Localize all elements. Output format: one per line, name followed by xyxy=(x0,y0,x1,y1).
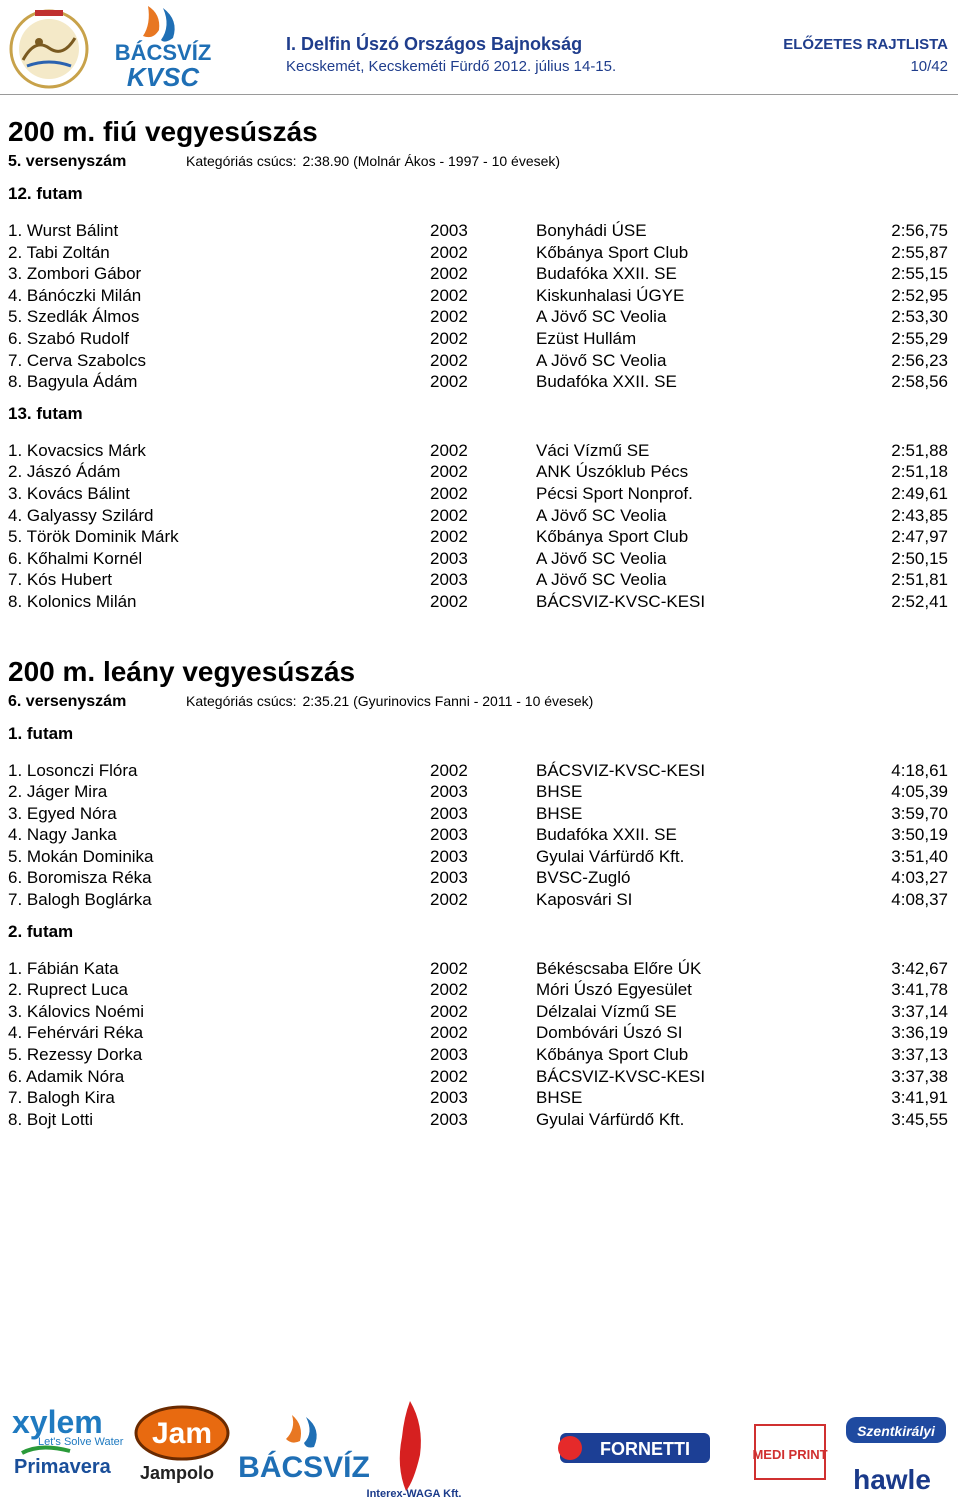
entry-time: 2:50,15 xyxy=(891,548,948,568)
club-name: BÁCSVIZ-KVSC-KESI xyxy=(536,591,706,611)
start-list xyxy=(8,114,948,1130)
svg-text:Jam: Jam xyxy=(151,1417,213,1450)
birth-year: 2002 xyxy=(430,307,468,327)
club-name: BÁCSVIZ-KVSC-KESI xyxy=(536,1066,706,1086)
document-type: ELŐZETES RAJTLISTA xyxy=(783,36,948,53)
swimmer-name: 3. Egyed Nóra xyxy=(8,803,117,823)
table-row xyxy=(8,461,948,483)
swimmer-name: 7. Kós Hubert xyxy=(8,570,112,590)
birth-year: 2003 xyxy=(430,570,468,590)
entry-time: 4:03,27 xyxy=(891,868,948,888)
swimmer-name: 7. Balogh Boglárka xyxy=(8,890,152,910)
birth-year: 2002 xyxy=(430,242,468,262)
table-row xyxy=(8,263,948,285)
club-name: Budafóka XXII. SE xyxy=(536,372,677,392)
swimmer-name: 1. Wurst Bálint xyxy=(8,221,119,240)
heat-title: 2. futam xyxy=(8,921,74,941)
entry-time: 2:58,56 xyxy=(891,372,948,392)
birth-year: 2002 xyxy=(430,483,468,503)
swimmer-name: 3. Kovács Bálint xyxy=(8,483,130,503)
swimmer-name: 2. Tabi Zoltán xyxy=(8,242,110,262)
primavera-logo xyxy=(14,1447,112,1478)
swimmer-name: 1. Kovacsics Márk xyxy=(8,440,146,460)
club-name: Gyulai Várfürdő Kft. xyxy=(536,846,685,866)
swimmer-name: 5. Török Dominik Márk xyxy=(8,527,179,547)
club-name: Délzalai Vízmű SE xyxy=(536,1001,677,1021)
club-name: Békéscsaba Előre ÚK xyxy=(536,958,702,978)
record-value: 2:38.90 (Molnár Ákos - 1997 - 10 évesek) xyxy=(302,153,561,169)
heat-list xyxy=(8,760,948,911)
swimmer-name: 1. Losonczi Flóra xyxy=(8,760,138,780)
svg-text:Primavera: Primavera xyxy=(14,1456,111,1478)
entry-time: 2:56,23 xyxy=(891,350,948,370)
club-name: BHSE xyxy=(536,803,583,823)
birth-year: 2003 xyxy=(430,846,468,866)
club-name: A Jövő SC Veolia xyxy=(536,505,667,525)
birth-year: 2002 xyxy=(430,527,468,547)
table-row xyxy=(8,569,948,591)
club-name: A Jövő SC Veolia xyxy=(536,350,667,370)
club-name: Kőbánya Sport Club xyxy=(536,1045,689,1065)
kvsc-logo-text: KVSC xyxy=(126,62,200,90)
birth-year: 2003 xyxy=(430,1045,468,1065)
birth-year: 2002 xyxy=(430,958,468,978)
table-row xyxy=(8,1044,948,1066)
swimmer-name: 2. Jászó Ádám xyxy=(8,462,121,482)
table-row xyxy=(8,760,948,782)
entry-time: 3:51,40 xyxy=(891,846,948,866)
birth-year: 2002 xyxy=(430,350,468,370)
swimmer-name: 4. Galyassy Szilárd xyxy=(8,505,154,525)
swimmer-name: 5. Szedlák Álmos xyxy=(8,307,140,327)
swimmer-name: 6. Szabó Rudolf xyxy=(8,328,129,348)
swimmer-name: 3. Kálovics Noémi xyxy=(8,1001,145,1021)
table-row xyxy=(8,242,948,264)
heat-title: 1. futam xyxy=(8,723,74,743)
table-row xyxy=(8,306,948,328)
sponsor-logos xyxy=(0,1395,960,1503)
svg-text:Interex-WAGA Kft.: Interex-WAGA Kft. xyxy=(366,1488,462,1500)
bacsviz-kvsc-logo xyxy=(103,4,223,90)
club-name: Pécsi Sport Nonprof. xyxy=(536,483,693,503)
table-row xyxy=(8,440,948,462)
club-name: A Jövő SC Veolia xyxy=(536,548,667,568)
entry-time: 3:37,13 xyxy=(891,1045,948,1065)
swimmer-name: 4. Bánóczki Milán xyxy=(8,285,142,305)
heat-list xyxy=(8,220,948,393)
swimmer-name: 6. Adamik Nóra xyxy=(8,1066,125,1086)
club-name: Bonyhádi ÚSE xyxy=(536,221,647,240)
table-row xyxy=(8,1066,948,1088)
xylem-logo xyxy=(12,1404,124,1448)
birth-year: 2002 xyxy=(430,328,468,348)
table-row xyxy=(8,1109,948,1131)
hawle-logo xyxy=(853,1464,931,1495)
birth-year: 2003 xyxy=(430,782,468,802)
birth-year: 2002 xyxy=(430,285,468,305)
entry-time: 2:51,88 xyxy=(891,440,948,460)
jam-logo xyxy=(136,1407,228,1483)
entry-time: 2:53,30 xyxy=(891,307,948,327)
table-row xyxy=(8,350,948,372)
bacsviz-logo-text: BÁCSVÍZ xyxy=(114,40,212,65)
table-row xyxy=(8,1087,948,1109)
table-row xyxy=(8,526,948,548)
swimmer-name: 3. Zombori Gábor xyxy=(8,264,142,284)
fornetti-logo xyxy=(558,1433,710,1463)
table-row xyxy=(8,371,948,393)
birth-year: 2002 xyxy=(430,980,468,1000)
swimming-federation-logo xyxy=(5,8,93,90)
svg-text:BÁCSVÍZ: BÁCSVÍZ xyxy=(238,1451,370,1484)
swimmer-name: 8. Bagyula Ádám xyxy=(8,372,138,392)
table-row xyxy=(8,781,948,803)
birth-year: 2002 xyxy=(430,462,468,482)
svg-text:FORNETTI: FORNETTI xyxy=(600,1439,690,1459)
birth-year: 2002 xyxy=(430,372,468,392)
event-section xyxy=(8,114,948,613)
club-name: Kaposvári SI xyxy=(536,890,633,910)
birth-year: 2003 xyxy=(430,548,468,568)
interex-waga-logo xyxy=(367,1401,462,1500)
club-name: Kiskunhalasi ÚGYE xyxy=(536,285,685,305)
svg-text:xylem: xylem xyxy=(12,1404,103,1440)
heat-title: 12. futam xyxy=(8,184,83,203)
birth-year: 2002 xyxy=(430,505,468,525)
table-row xyxy=(8,1001,948,1023)
svg-text:Let's Solve Water: Let's Solve Water xyxy=(38,1436,124,1448)
swimmer-name: 8. Bojt Lotti xyxy=(8,1109,94,1129)
entry-time: 2:56,75 xyxy=(891,221,948,240)
table-row xyxy=(8,328,948,350)
event-title: 200 m. leány vegyesúszás xyxy=(8,655,356,687)
table-row xyxy=(8,889,948,911)
table-row xyxy=(8,591,948,613)
entry-time: 4:18,61 xyxy=(891,760,948,780)
entry-time: 2:43,85 xyxy=(891,505,948,525)
club-name: Kőbánya Sport Club xyxy=(536,527,689,547)
event-title: 200 m. fiú vegyesúszás xyxy=(8,116,318,147)
birth-year: 2002 xyxy=(430,1023,468,1043)
entry-time: 2:55,15 xyxy=(891,264,948,284)
event-number: 6. versenyszám xyxy=(8,692,127,710)
entry-time: 2:51,81 xyxy=(891,570,948,590)
club-name: Móri Úszó Egyesület xyxy=(536,980,692,1000)
entry-time: 4:08,37 xyxy=(891,890,948,910)
entry-time: 3:41,91 xyxy=(891,1088,948,1108)
entry-time: 2:52,41 xyxy=(891,591,948,611)
competition-title: I. Delfin Úszó Országos Bajnokság xyxy=(286,34,583,54)
birth-year: 2003 xyxy=(430,803,468,823)
birth-year: 2003 xyxy=(430,825,468,845)
birth-year: 2003 xyxy=(430,1088,468,1108)
birth-year: 2002 xyxy=(430,1001,468,1021)
club-name: Váci Vízmű SE xyxy=(536,440,650,460)
swimmer-name: 4. Fehérvári Réka xyxy=(8,1023,144,1043)
table-row xyxy=(8,803,948,825)
svg-text:hawle: hawle xyxy=(853,1464,931,1495)
club-name: Budafóka XXII. SE xyxy=(536,825,677,845)
event-number: 5. versenyszám xyxy=(8,153,127,170)
club-name: Ezüst Hullám xyxy=(536,328,637,348)
table-row xyxy=(8,548,948,570)
birth-year: 2002 xyxy=(430,264,468,284)
entry-time: 3:36,19 xyxy=(891,1023,948,1043)
birth-year: 2002 xyxy=(430,440,468,460)
club-name: A Jövő SC Veolia xyxy=(536,307,667,327)
table-row xyxy=(8,979,948,1001)
swimmer-name: 4. Nagy Janka xyxy=(8,825,117,845)
swimmer-name: 5. Mokán Dominika xyxy=(8,846,154,866)
swimmer-name: 6. Boromisza Réka xyxy=(8,868,152,888)
birth-year: 2002 xyxy=(430,890,468,910)
swimmer-name: 7. Cerva Szabolcs xyxy=(8,350,146,370)
table-row xyxy=(8,824,948,846)
swimmer-name: 7. Balogh Kira xyxy=(8,1088,115,1108)
entry-time: 3:59,70 xyxy=(891,803,948,823)
club-name: Kőbánya Sport Club xyxy=(536,242,689,262)
swimmer-name: 2. Jáger Mira xyxy=(8,782,108,802)
club-name: ANK Úszóklub Pécs xyxy=(536,462,689,482)
heat-list xyxy=(8,440,948,613)
table-row xyxy=(8,1022,948,1044)
swimmer-name: 5. Rezessy Dorka xyxy=(8,1045,143,1065)
table-row xyxy=(8,483,948,505)
entry-time: 3:37,38 xyxy=(891,1066,948,1086)
birth-year: 2003 xyxy=(430,221,468,240)
birth-year: 2002 xyxy=(430,591,468,611)
medi-print-logo xyxy=(752,1425,827,1479)
record-label: Kategóriás csúcs: xyxy=(186,692,297,709)
record-label: Kategóriás csúcs: xyxy=(186,153,297,169)
page-header xyxy=(0,0,960,96)
swimmer-name: 2. Ruprect Luca xyxy=(8,980,129,1000)
birth-year: 2002 xyxy=(430,1066,468,1086)
swimmer-name: 6. Kőhalmi Kornél xyxy=(8,548,143,568)
entry-time: 2:52,95 xyxy=(891,285,948,305)
record-value: 2:35.21 (Gyurinovics Fanni - 2011 - 10 évesek) xyxy=(302,692,594,709)
birth-year: 2003 xyxy=(430,1109,468,1129)
club-name: Dombóvári Úszó SI xyxy=(536,1023,683,1043)
club-name: A Jövő SC Veolia xyxy=(536,570,667,590)
club-name: Budafóka XXII. SE xyxy=(536,264,677,284)
club-name: BÁCSVIZ-KVSC-KESI xyxy=(536,760,706,780)
club-name: BHSE xyxy=(536,1088,583,1108)
club-name: BHSE xyxy=(536,782,583,802)
entry-time: 4:05,39 xyxy=(891,782,948,802)
entry-time: 2:49,61 xyxy=(891,483,948,503)
club-name: BVSC-Zugló xyxy=(536,868,631,888)
entry-time: 3:42,67 xyxy=(891,958,948,978)
table-row xyxy=(8,505,948,527)
birth-year: 2003 xyxy=(430,868,468,888)
table-row xyxy=(8,220,948,242)
bacsviz-sponsor-logo xyxy=(238,1415,370,1484)
entry-time: 2:51,18 xyxy=(891,462,948,482)
swimmer-name: 8. Kolonics Milán xyxy=(8,591,137,611)
page-number: 10/42 xyxy=(910,58,948,75)
competition-location-date: Kecskemét, Kecskeméti Fürdő 2012. július 14-15. xyxy=(286,58,617,75)
entry-time: 2:47,97 xyxy=(891,527,948,547)
heat-title: 13. futam xyxy=(8,403,83,423)
szentkiralyi-logo xyxy=(846,1417,946,1443)
table-row xyxy=(8,846,948,868)
birth-year: 2002 xyxy=(430,760,468,780)
table-row xyxy=(8,958,948,980)
event-info xyxy=(8,150,948,173)
club-name: Gyulai Várfürdő Kft. xyxy=(536,1109,685,1129)
svg-text:MEDI PRINT: MEDI PRINT xyxy=(752,1447,828,1462)
header-divider xyxy=(0,94,958,95)
entry-time: 3:45,55 xyxy=(891,1109,948,1129)
entry-time: 2:55,29 xyxy=(891,328,948,348)
entry-time: 3:50,19 xyxy=(891,825,948,845)
entry-time: 2:55,87 xyxy=(891,242,948,262)
table-row xyxy=(8,867,948,889)
entry-time: 3:37,14 xyxy=(891,1001,948,1021)
table-row xyxy=(8,285,948,307)
event-info xyxy=(8,690,948,713)
swimmer-name: 1. Fábián Kata xyxy=(8,958,119,978)
svg-text:Szentkirályi: Szentkirályi xyxy=(857,1423,935,1439)
event-section xyxy=(8,654,948,1131)
heat-list xyxy=(8,958,948,1131)
svg-text:Jampolo: Jampolo xyxy=(140,1463,215,1483)
entry-time: 3:41,78 xyxy=(891,980,948,1000)
